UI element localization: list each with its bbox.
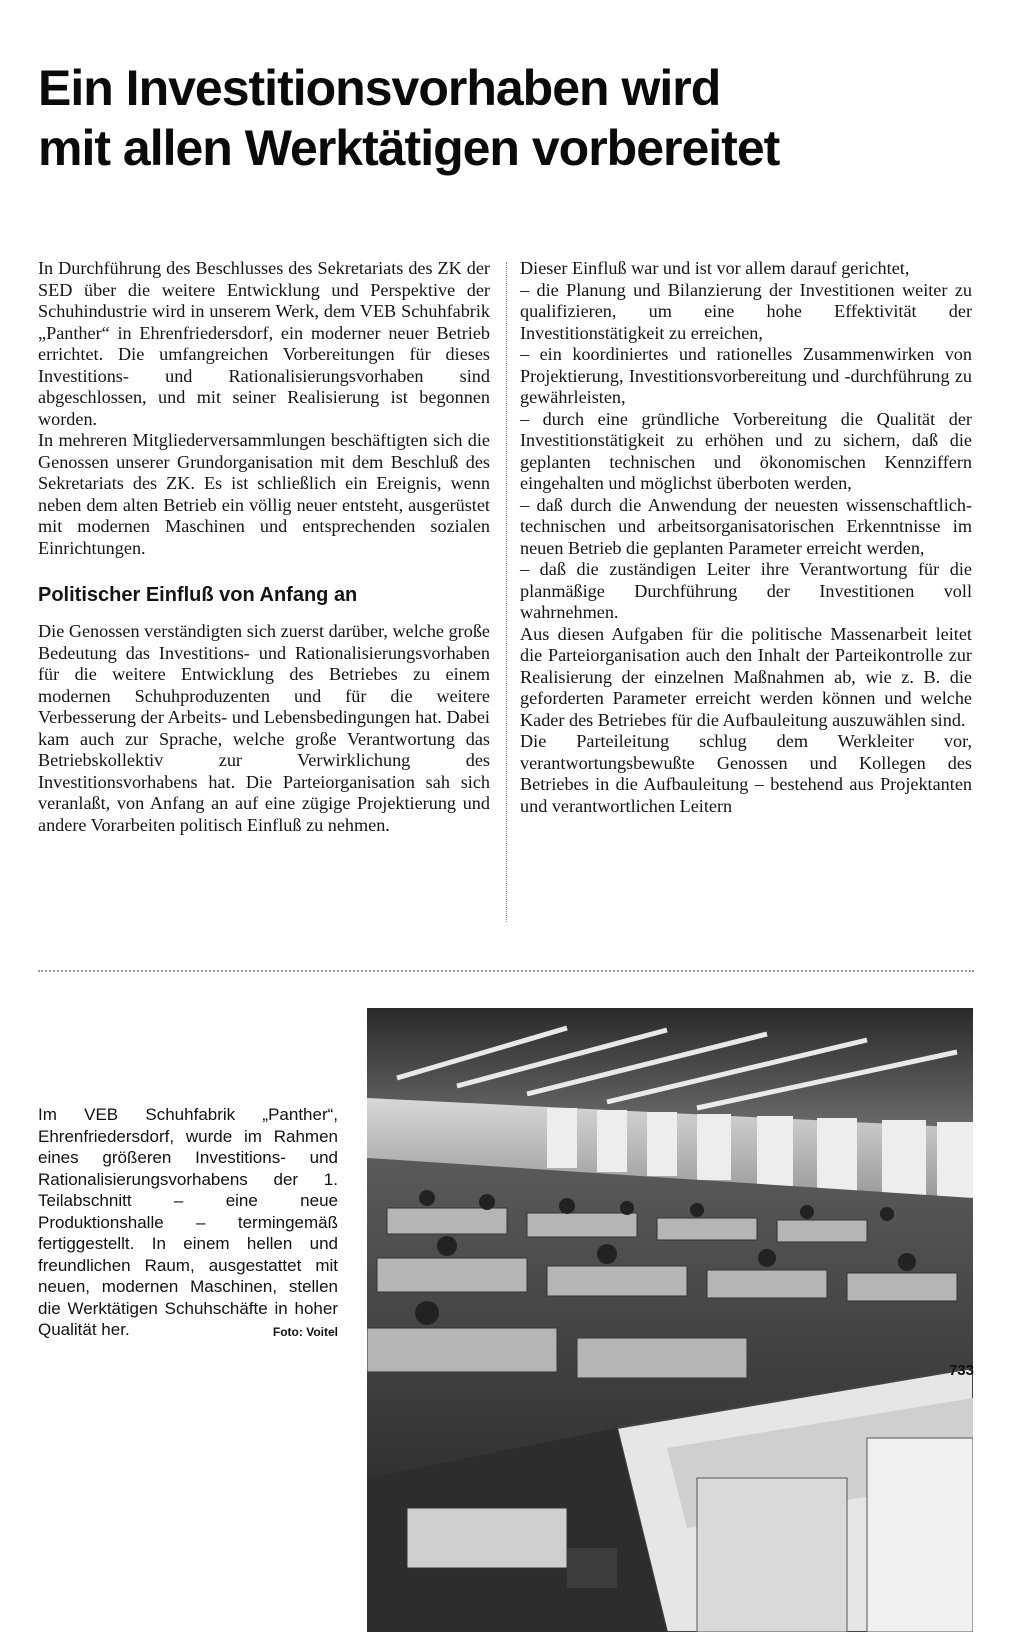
list-item: – die Planung und Bilanzierung der Investitionen weiter zu qualifizieren, um eine hohe Effektivität der Investitionstätigkeit zu erreichen, [520, 279, 972, 343]
list-item: – daß durch die Anwendung der neuesten wissenschaftlich-technischen und arbeitsorganisatorischen Erkenntnisse im neuen Betrieb die geplanten Parameter erreicht werden, [520, 494, 972, 558]
section-subheading: Politischer Einfluß von Anfang an [38, 584, 358, 606]
photo-credit: Foto: Voitel [272, 1325, 338, 1339]
paragraph: Dieser Einfluß war und ist vor allem darauf gerichtet, [520, 258, 910, 278]
list-item: – ein koordiniertes und rationelles Zusammenwirken von Projektierung, Investitionsvorbereitung und -durchführung zu gewährleisten, [520, 344, 972, 407]
article-headline [38, 58, 998, 178]
paragraph: Aus diesen Aufgaben für die politische Massenarbeit leitet die Parteiorganisation auch den Inhalt der Parteikontrolle zur Realisierung der einzelnen Maßnahmen ab, wie z. B. die geforderten Parameter erreicht werden können und welche Kader des Betriebes für die Aufbauleitung auszuwählen sind. [520, 623, 972, 730]
section-divider [38, 970, 974, 972]
paragraph: Die Genossen verständigten sich zuerst darüber, welche große Bedeutung das Investitions- und Rationalisierungsvorhaben für die weitere Entwicklung des Betriebes zu einem modernen Schuhproduzenten und für die weitere Verbesserung der Arbeits- und Lebensbedingungen hat. Dabei kam auch zur Sprache, welche große Verantwortung das Betriebskollektiv zur Verwirklichung des Investitionsvorhabens hat. Die Parteiorganisation sah sich veranlaßt, von Anfang an auf eine zügige Projektierung und andere Vorarbeiten politisch Einfluß zu nehmen. [38, 621, 490, 835]
right-column [520, 258, 972, 817]
paragraph: In Durchführung des Beschlusses des Sekretariats des ZK der SED über die weitere Entwicklung und Perspektive der Schuhindustrie wird in unserem Werk, dem VEB Schuhfabrik „Panther“ in Ehrenfriedersdorf, ein moderner neuer Betrieb errichtet. Die umfangreichen Vorbereitungen für dieses Investitions- und Rationalisierungsvorhaben sind abgeschlossen, und mit seiner Realisierung ist begonnen worden. [38, 258, 490, 429]
factory-hall-photo [367, 1008, 973, 1632]
photo-caption [38, 1104, 338, 1344]
left-column [38, 258, 490, 836]
caption-text: Im VEB Schuhfabrik „Panther“, Ehrenfriedersdorf, wurde im Rahmen eines größeren Investitions- und Rationalisierungsvorhabens der 1. Teilabschnitt – eine neue Produktionshalle – termingemäß fertiggestellt. In einem hellen und freundlichen Raum, ausgestattet mit neuen, modernen Maschinen, stellen die Werktätigen Schuhschäfte in hoher Qualität her. [38, 1105, 338, 1339]
page-number: 733 [948, 1362, 974, 1379]
list-item: – daß die zuständigen Leiter ihre Verantwortung für die planmäßige Durchführung der Investitionen voll wahrnehmen. [520, 559, 972, 622]
headline-line-1: Ein Investitionsvorhaben wird [38, 60, 721, 116]
list-item: – durch eine gründliche Vorbereitung die Qualität der Investitionstätigkeit zu erhöhen und zu sichern, daß die geplanten technischen und ökonomischen Kennziffern eingehalten und möglichst überboten werden, [520, 408, 972, 493]
column-divider [506, 262, 507, 922]
paragraph: Die Parteileitung schlug dem Werkleiter vor, verantwortungsbewußte Genossen und Kollegen des Betriebes in die Aufbauleitung – bestehend aus Projektanten und verantwortlichen Leitern [520, 731, 972, 816]
headline-line-2: mit allen Werktätigen vorbereitet [38, 120, 780, 176]
paragraph: In mehreren Mitgliederversammlungen beschäftigten sich die Genossen unserer Grundorganisation mit dem Beschluß des Sekretariats des ZK. Es ist schließlich ein Ereignis, wenn neben dem alten Betrieb ein völlig neuer entsteht, ausgerüstet mit modernen Maschinen und entsprechenden sozialen Einrichtungen. [38, 430, 490, 558]
